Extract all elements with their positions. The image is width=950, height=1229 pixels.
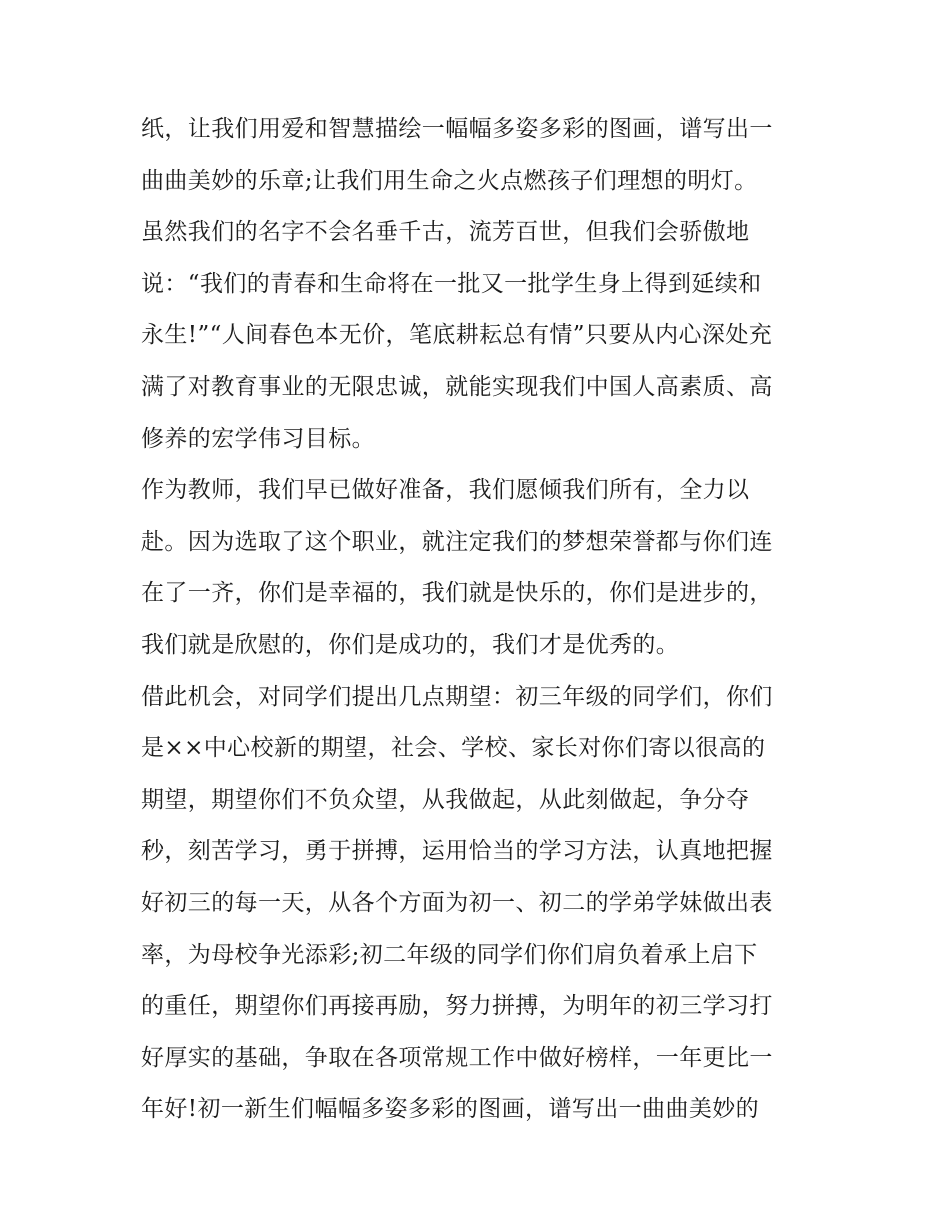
text-line: 率，为母校争光添彩;初二年级的同学们你们肩负着承上启下 (141, 941, 758, 968)
text-line: 借此机会，对同学们提出几点期望：初三年级的同学们，你们 (141, 683, 773, 710)
text-line: 纸，让我们用爱和智慧描绘一幅幅多姿多彩的图画，谱写出一 (141, 116, 773, 142)
text-line: 曲曲美妙的乐章;让我们用生命之火点燃孩子们理想的明灯。 (141, 167, 758, 194)
text-line: 的重任，期望你们再接再励，努力拼搏，为明年的初三学习打 (141, 993, 773, 1020)
text-line: 满了对教育事业的无限忠诚，就能实现我们中国人高素质、高 (141, 373, 773, 400)
text-line: 年好!初一新生们幅幅多姿多彩的图画，谱写出一曲曲美妙的 (141, 1096, 760, 1123)
text-line: 虽然我们的名字不会名垂千古，流芳百世，但我们会骄傲地 (141, 219, 750, 246)
text-line: 我们就是欣慰的，你们是成功的，我们才是优秀的。 (141, 631, 680, 658)
text-line: 修养的宏学伟习目标。 (141, 425, 375, 452)
text-line: 永生!”“人间春色本无价，笔底耕耘总有情”只要从内心深处充 (141, 322, 773, 349)
text-line: 赴。因为选取了这个职业，就注定我们的梦想荣誉都与你们连 (141, 528, 773, 555)
text-line: 说：“我们的青春和生命将在一批又一批学生身上得到延续和 (141, 270, 762, 297)
text-line: 好厚实的基础，争取在各项常规工作中做好榜样，一年更比一 (141, 1044, 773, 1071)
text-line: 在了一齐，你们是幸福的，我们就是快乐的，你们是进步的， (141, 580, 773, 607)
text-line: 期望，期望你们不负众望，从我做起，从此刻做起，争分夺 (141, 786, 750, 813)
text-line: 秒，刻苦学习，勇于拼搏，运用恰当的学习方法，认真地把握 (141, 838, 773, 865)
text-line: 作为教师，我们早已做好准备，我们愿倾我们所有，全力以 (141, 477, 750, 504)
text-line: 是××中心校新的期望，社会、学校、家长对你们寄以很高的 (141, 735, 766, 762)
text-line: 好初三的每一天，从各个方面为初一、初二的学弟学妹做出表 (141, 889, 773, 916)
body-text (141, 104, 821, 1136)
